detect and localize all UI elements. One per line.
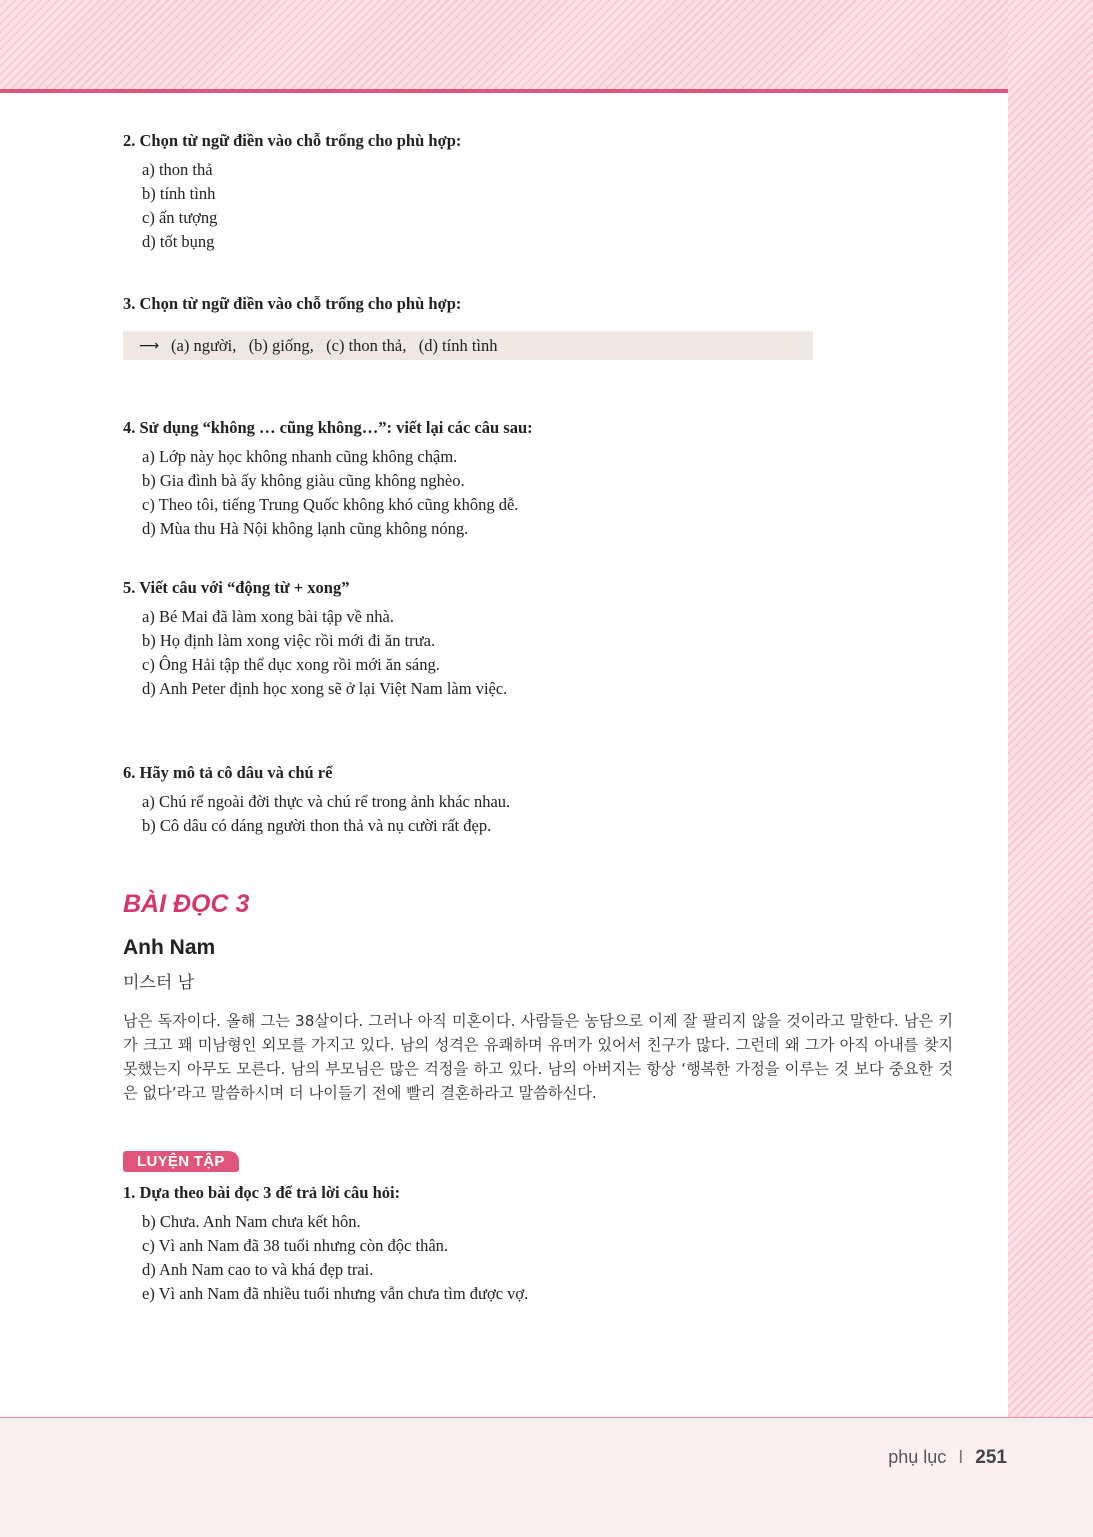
story-title: Anh Nam [123, 936, 216, 959]
page-footer [0, 1417, 1093, 1537]
answer-list [142, 1210, 953, 1306]
list-item: b) Gia đình bà ấy không giàu cũng không nghèo. [142, 471, 465, 490]
reading-section [123, 890, 953, 1105]
list-item: d) Anh Peter định học xong sẽ ở lại Việt Nam làm việc. [142, 679, 508, 698]
question-3 [123, 293, 953, 360]
question-title: 2. Chọn từ ngữ điền vào chỗ trống cho phù hợp: [123, 131, 462, 150]
list-item: d) Anh Nam cao to và khá đẹp trai. [142, 1260, 374, 1279]
page-content [123, 130, 953, 1306]
top-rule [0, 89, 1008, 93]
page-number-block [888, 1447, 1007, 1469]
practice-section [123, 1151, 953, 1306]
right-stripe-decoration [1008, 0, 1093, 1536]
list-item: a) Chú rể ngoài đời thực và chú rể trong ảnh khác nhau. [142, 792, 511, 811]
answer-bar [123, 331, 813, 360]
arrow-right-icon: ⟶ [139, 337, 160, 354]
top-stripe-decoration [0, 0, 1093, 90]
section-heading: BÀI ĐỌC 3 [123, 890, 250, 918]
list-item: a) Lớp này học không nhanh cũng không chậm. [142, 447, 458, 466]
question-title: 1. Dựa theo bài đọc 3 để trả lời câu hỏi: [123, 1183, 401, 1202]
question-6 [123, 762, 953, 838]
practice-badge: LUYỆN TẬP [123, 1151, 239, 1172]
question-title: 5. Viết câu với “động từ + xong” [123, 578, 350, 597]
list-item: b) Cô dâu có dáng người thon thả và nụ cười rất đẹp. [142, 816, 492, 835]
list-item: d) Mùa thu Hà Nội không lạnh cũng không nóng. [142, 519, 469, 538]
list-item: b) Họ định làm xong việc rồi mới đi ăn trưa. [142, 631, 436, 650]
list-item: e) Vì anh Nam đã nhiều tuổi nhưng vẫn chưa tìm được vợ. [142, 1284, 529, 1303]
question-4 [123, 417, 953, 541]
list-item: c) ấn tượng [142, 208, 218, 227]
question-5 [123, 577, 953, 701]
footer-separator: I [958, 1447, 964, 1467]
answer-list [142, 790, 953, 838]
story-body: 남은 독자이다. 올해 그는 38살이다. 그러나 아직 미혼이다. 사람들은 농담으로 이제 잘 팔리지 않을 것이라고 말한다. 남은 키가 크고 꽤 미남형인 외모를 가지고 있다. 남의 성격은 유쾌하며 유머가 있어서 친구가 많다. 그런데 왜 그가 아직 아내를 찾지 못했는지 아무도 모른다. 남의 부모님은 많은 걱정을 하고 있다. 남의 아버지는 항상 ‘행복한 가정을 이루는 것 보다 중요한 것은 없다’라고 말씀하시며 더 나이들기 전에 빨리 결혼하라고 말씀하신다. [123, 1012, 953, 1102]
question-title: 3. Chọn từ ngữ điền vào chỗ trống cho phù hợp: [123, 294, 462, 313]
answer-list [142, 605, 953, 701]
story-subtitle: 미스터 남 [123, 973, 195, 993]
list-item: a) thon thả [142, 160, 213, 179]
list-item: d) tốt bụng [142, 232, 215, 251]
page-number: 251 [975, 1447, 1007, 1468]
question-2 [123, 130, 953, 254]
answer-text: (a) người, (b) giống, (c) thon thả, (d) tính tình [171, 335, 498, 355]
answer-list [142, 445, 953, 541]
list-item: c) Theo tôi, tiếng Trung Quốc không khó cũng không dễ. [142, 495, 519, 514]
question-title: 6. Hãy mô tả cô dâu và chú rể [123, 763, 333, 782]
answer-list [142, 158, 953, 254]
list-item: c) Ông Hải tập thể dục xong rồi mới ăn sáng. [142, 655, 440, 674]
list-item: c) Vì anh Nam đã 38 tuổi nhưng còn độc thân. [142, 1236, 449, 1255]
list-item: b) tính tình [142, 184, 216, 203]
question-title: 4. Sử dụng “không … cũng không…”: viết lại các câu sau: [123, 418, 533, 437]
list-item: a) Bé Mai đã làm xong bài tập về nhà. [142, 607, 395, 626]
list-item: b) Chưa. Anh Nam chưa kết hôn. [142, 1212, 361, 1231]
footer-label: phụ lục [888, 1447, 947, 1467]
